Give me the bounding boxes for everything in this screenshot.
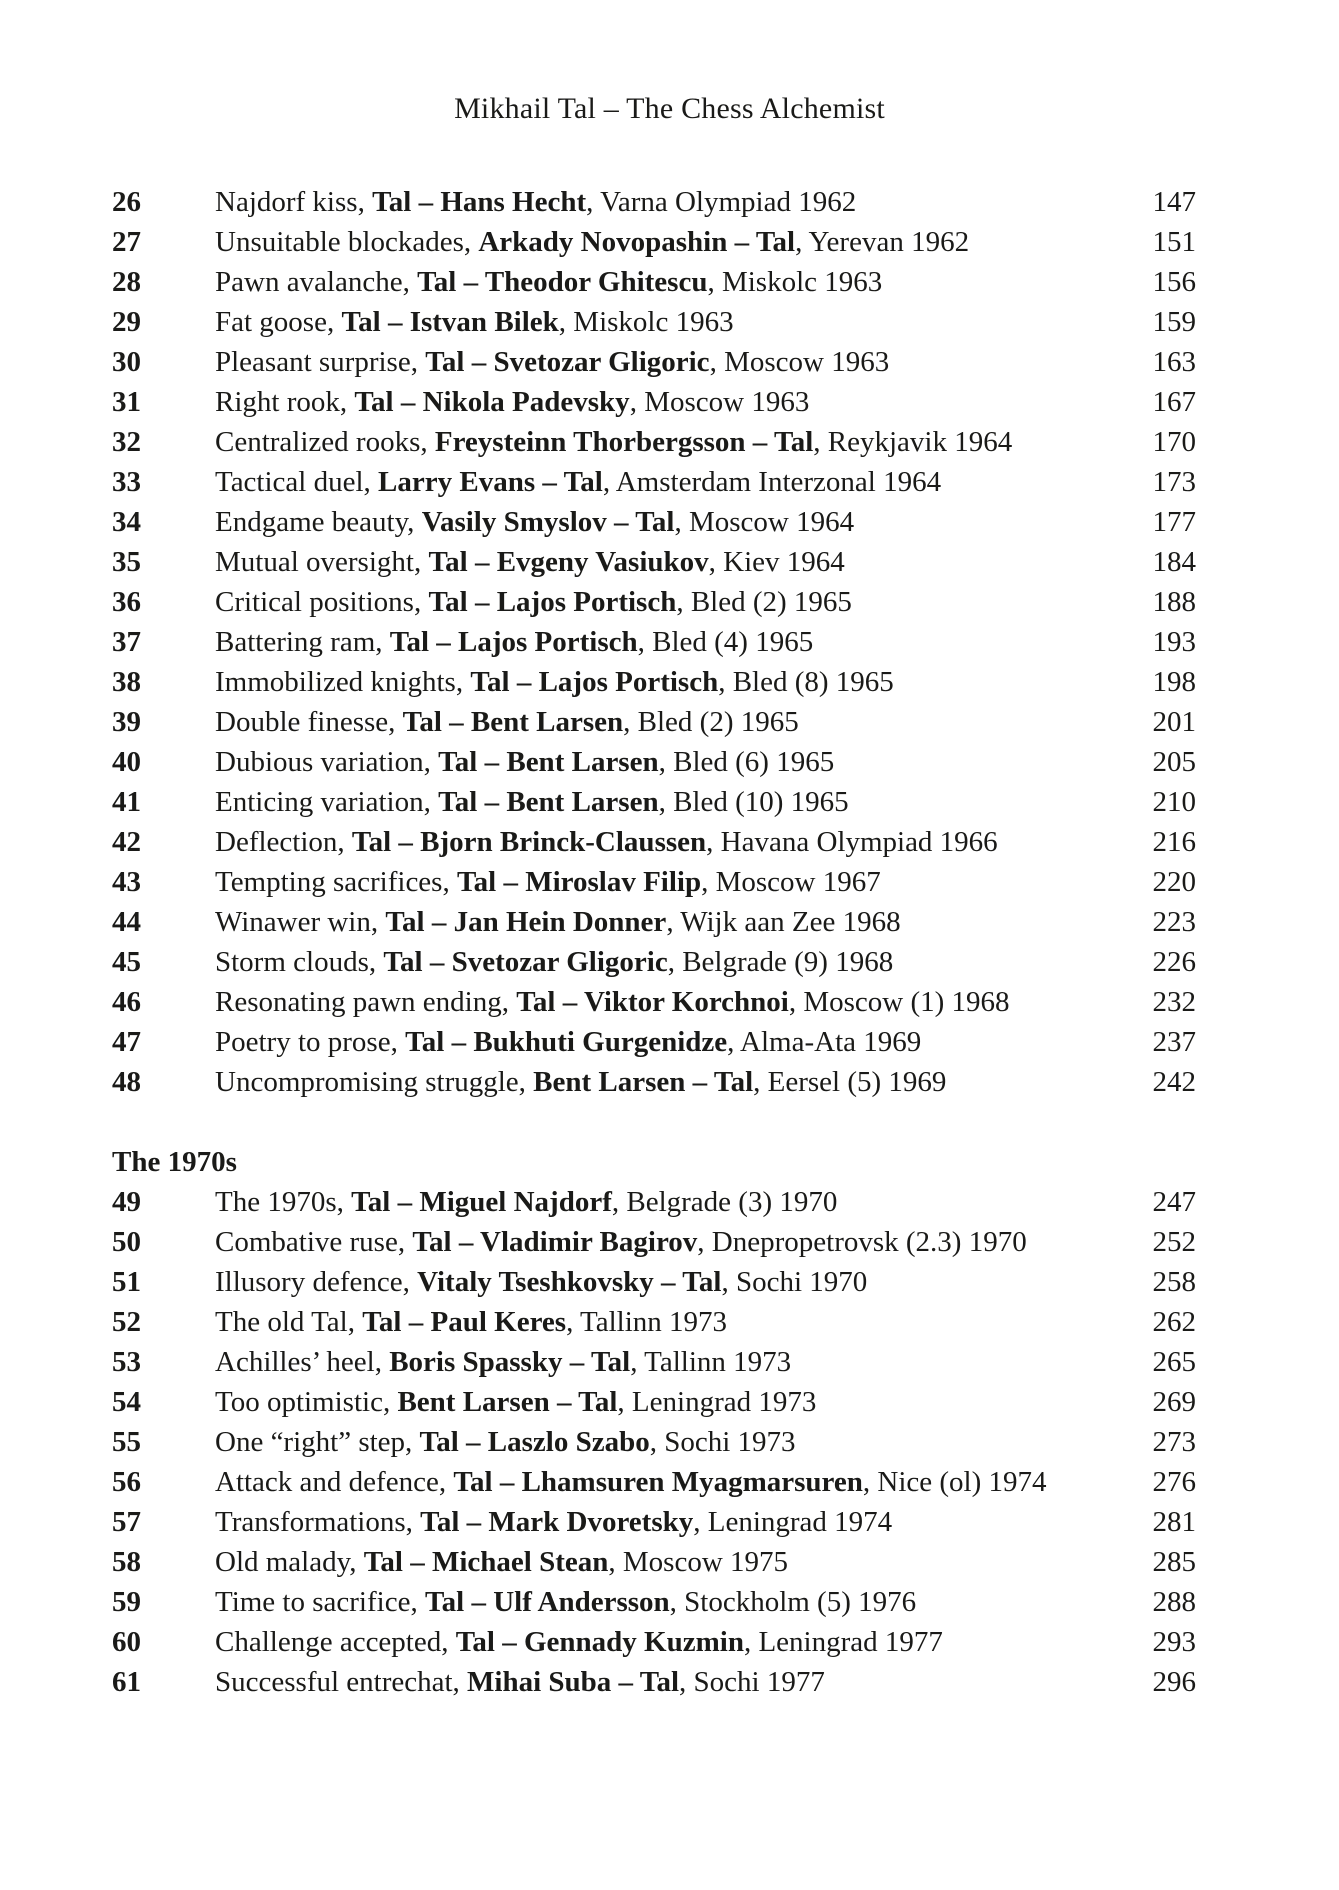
game-number: 39 bbox=[112, 706, 141, 738]
toc-entry bbox=[112, 782, 1196, 822]
table-of-contents bbox=[112, 182, 1196, 1702]
game-event: , Moscow 1975 bbox=[608, 1546, 789, 1578]
game-title-prefix: Double finesse, bbox=[215, 706, 403, 738]
game-title bbox=[215, 742, 1143, 782]
game-title-prefix: Enticing variation, bbox=[215, 786, 439, 818]
game-number: 35 bbox=[112, 546, 141, 578]
page-number: 252 bbox=[1152, 1226, 1196, 1258]
game-number: 59 bbox=[112, 1586, 141, 1618]
game-players: Tal – Bent Larsen bbox=[438, 786, 659, 818]
page-number: 177 bbox=[1152, 506, 1196, 538]
game-players: Tal – Gennady Kuzmin bbox=[455, 1626, 744, 1658]
game-title bbox=[215, 382, 1143, 422]
game-number: 50 bbox=[112, 1226, 141, 1258]
toc-entry bbox=[112, 1622, 1196, 1662]
game-event: , Kiev 1964 bbox=[708, 546, 845, 578]
game-event: , Leningrad 1974 bbox=[693, 1506, 893, 1538]
game-number: 32 bbox=[112, 426, 141, 458]
page-number: 223 bbox=[1152, 906, 1196, 938]
game-title-prefix: Right rook, bbox=[215, 386, 355, 418]
game-title bbox=[215, 822, 1143, 862]
page-number: 188 bbox=[1152, 586, 1196, 618]
game-players: Tal – Lajos Portisch bbox=[389, 626, 638, 658]
game-number: 46 bbox=[112, 986, 141, 1018]
game-title-prefix: Immobilized knights, bbox=[215, 666, 471, 698]
toc-entry bbox=[112, 822, 1196, 862]
game-title-prefix: Najdorf kiss, bbox=[215, 186, 373, 218]
game-number: 53 bbox=[112, 1346, 141, 1378]
game-title bbox=[215, 502, 1143, 542]
game-event: , Alma-Ata 1969 bbox=[727, 1026, 922, 1058]
game-players: Tal – Mark Dvoretsky bbox=[420, 1506, 694, 1538]
game-number: 61 bbox=[112, 1666, 141, 1698]
game-title bbox=[215, 782, 1143, 822]
game-title-prefix: Battering ram, bbox=[215, 626, 390, 658]
game-event: , Nice (ol) 1974 bbox=[862, 1466, 1047, 1498]
game-number: 29 bbox=[112, 306, 141, 338]
game-number: 52 bbox=[112, 1306, 141, 1338]
toc-entry bbox=[112, 742, 1196, 782]
toc-entry bbox=[112, 1062, 1196, 1102]
game-players: Freysteinn Thorbergsson – Tal bbox=[434, 426, 814, 458]
game-title-prefix: Illusory defence, bbox=[215, 1266, 418, 1298]
game-title-prefix: Combative ruse, bbox=[215, 1226, 413, 1258]
game-number: 47 bbox=[112, 1026, 141, 1058]
game-players: Tal – Michael Stean bbox=[363, 1546, 609, 1578]
page-number: 198 bbox=[1152, 666, 1196, 698]
game-players: Tal – Theodor Ghitescu bbox=[417, 266, 708, 298]
game-event: , Yerevan 1962 bbox=[795, 226, 970, 258]
game-event: , Eersel (5) 1969 bbox=[753, 1066, 947, 1098]
game-title bbox=[215, 182, 1143, 222]
game-title bbox=[215, 302, 1143, 342]
game-title bbox=[215, 542, 1143, 582]
section-heading: The 1970s bbox=[112, 1146, 237, 1178]
page-number: 216 bbox=[1152, 826, 1196, 858]
game-title-prefix: Winawer win, bbox=[215, 906, 386, 938]
game-title bbox=[215, 1422, 1143, 1462]
game-number: 44 bbox=[112, 906, 141, 938]
page-number: 205 bbox=[1152, 746, 1196, 778]
game-event: , Miskolc 1963 bbox=[558, 306, 734, 338]
toc-entry bbox=[112, 182, 1196, 222]
toc-entry bbox=[112, 382, 1196, 422]
page-number: 242 bbox=[1152, 1066, 1196, 1098]
game-players: Tal – Istvan Bilek bbox=[341, 306, 559, 338]
game-number: 28 bbox=[112, 266, 141, 298]
game-players: Tal – Laszlo Szabo bbox=[419, 1426, 650, 1458]
game-title bbox=[215, 1582, 1143, 1622]
game-players: Bent Larsen – Tal bbox=[397, 1386, 618, 1418]
game-title-prefix: Achilles’ heel, bbox=[215, 1346, 390, 1378]
page-number: 163 bbox=[1152, 346, 1196, 378]
game-event: , Bled (10) 1965 bbox=[658, 786, 849, 818]
game-title-prefix: Dubious variation, bbox=[215, 746, 439, 778]
game-event: , Moscow 1967 bbox=[701, 866, 881, 898]
page-number: 167 bbox=[1152, 386, 1196, 418]
toc-entry bbox=[112, 702, 1196, 742]
game-title bbox=[215, 1062, 1143, 1102]
page-number: 156 bbox=[1152, 266, 1196, 298]
game-event: , Sochi 1973 bbox=[649, 1426, 796, 1458]
game-event: , Leningrad 1977 bbox=[743, 1626, 943, 1658]
game-title-prefix: Resonating pawn ending, bbox=[215, 986, 517, 1018]
page-number: 232 bbox=[1152, 986, 1196, 1018]
game-title-prefix: Mutual oversight, bbox=[215, 546, 429, 578]
game-title-prefix: The old Tal, bbox=[215, 1306, 363, 1338]
toc-entry bbox=[112, 902, 1196, 942]
game-title bbox=[215, 1342, 1143, 1382]
game-players: Tal – Svetozar Gligoric bbox=[383, 946, 668, 978]
game-title-prefix: Centralized rooks, bbox=[215, 426, 435, 458]
game-players: Mihai Suba – Tal bbox=[467, 1666, 680, 1698]
page-number: 296 bbox=[1152, 1666, 1196, 1698]
page-number: 273 bbox=[1152, 1426, 1196, 1458]
page-number: 193 bbox=[1152, 626, 1196, 658]
page-number: 210 bbox=[1152, 786, 1196, 818]
game-event: , Belgrade (3) 1970 bbox=[611, 1186, 838, 1218]
game-title-prefix: Critical positions, bbox=[215, 586, 429, 618]
game-title bbox=[215, 942, 1143, 982]
game-event: , Amsterdam Interzonal 1964 bbox=[602, 466, 942, 498]
game-title-prefix: The 1970s, bbox=[215, 1186, 352, 1218]
game-players: Tal – Bent Larsen bbox=[438, 746, 659, 778]
page-number: 258 bbox=[1152, 1266, 1196, 1298]
toc-entry bbox=[112, 1662, 1196, 1702]
game-event: , Bled (2) 1965 bbox=[676, 586, 852, 618]
game-event: , Wijk aan Zee 1968 bbox=[666, 906, 901, 938]
page-number: 262 bbox=[1152, 1306, 1196, 1338]
toc-entry bbox=[112, 1502, 1196, 1542]
toc-entry bbox=[112, 582, 1196, 622]
game-number: 40 bbox=[112, 746, 141, 778]
toc-entry bbox=[112, 422, 1196, 462]
page-number: 220 bbox=[1152, 866, 1196, 898]
game-title-prefix: Tempting sacrifices, bbox=[215, 866, 457, 898]
game-title bbox=[215, 462, 1143, 502]
game-number: 60 bbox=[112, 1626, 141, 1658]
game-players: Tal – Bent Larsen bbox=[402, 706, 624, 738]
game-players: Tal – Miroslav Filip bbox=[456, 866, 702, 898]
game-players: Tal – Viktor Korchnoi bbox=[516, 986, 789, 1018]
game-title bbox=[215, 1262, 1143, 1302]
game-players: Tal – Evgeny Vasiukov bbox=[428, 546, 709, 578]
toc-entry bbox=[112, 1262, 1196, 1302]
game-title bbox=[215, 1662, 1143, 1702]
toc-entry bbox=[112, 1222, 1196, 1262]
game-title-prefix: Unsuitable blockades, bbox=[215, 226, 479, 258]
game-title bbox=[215, 982, 1143, 1022]
page-number: 247 bbox=[1152, 1186, 1196, 1218]
page-title: Mikhail Tal – The Chess Alchemist bbox=[454, 92, 885, 125]
game-title-prefix: Too optimistic, bbox=[215, 1386, 398, 1418]
game-title bbox=[215, 1302, 1143, 1342]
game-title-prefix: Time to sacrifice, bbox=[215, 1586, 425, 1618]
game-players: Tal – Hans Hecht bbox=[372, 186, 587, 218]
game-title-prefix: Challenge accepted, bbox=[215, 1626, 456, 1658]
game-title bbox=[215, 1622, 1143, 1662]
game-title bbox=[215, 1382, 1143, 1422]
page-number: 237 bbox=[1152, 1026, 1196, 1058]
game-number: 37 bbox=[112, 626, 141, 658]
game-title bbox=[215, 262, 1143, 302]
game-event: , Tallinn 1973 bbox=[566, 1306, 728, 1338]
page-number: 285 bbox=[1152, 1546, 1196, 1578]
game-players: Tal – Miguel Najdorf bbox=[351, 1186, 612, 1218]
toc-entry bbox=[112, 342, 1196, 382]
page-number: 293 bbox=[1152, 1626, 1196, 1658]
toc-entry bbox=[112, 1182, 1196, 1222]
game-players: Tal – Jan Hein Donner bbox=[385, 906, 667, 938]
page-number: 265 bbox=[1152, 1346, 1196, 1378]
game-title bbox=[215, 1462, 1143, 1502]
page-number: 170 bbox=[1152, 426, 1196, 458]
game-number: 33 bbox=[112, 466, 141, 498]
page-number: 159 bbox=[1152, 306, 1196, 338]
game-title bbox=[215, 902, 1143, 942]
game-event: , Reykjavik 1964 bbox=[813, 426, 1013, 458]
game-event: , Moscow 1964 bbox=[674, 506, 855, 538]
toc-entry bbox=[112, 462, 1196, 502]
game-title-prefix: Storm clouds, bbox=[215, 946, 384, 978]
game-number: 57 bbox=[112, 1506, 141, 1538]
game-number: 41 bbox=[112, 786, 141, 818]
game-title-prefix: Deflection, bbox=[215, 826, 352, 858]
game-players: Boris Spassky – Tal bbox=[389, 1346, 631, 1378]
game-players: Tal – Nikola Padevsky bbox=[354, 386, 630, 418]
game-number: 42 bbox=[112, 826, 141, 858]
game-players: Vitaly Tseshkovsky – Tal bbox=[417, 1266, 722, 1298]
game-event: , Leningrad 1973 bbox=[617, 1386, 817, 1418]
game-title-prefix: Old malady, bbox=[215, 1546, 364, 1578]
game-number: 26 bbox=[112, 186, 141, 218]
page-number: 173 bbox=[1152, 466, 1196, 498]
game-players: Tal – Lajos Portisch bbox=[470, 666, 719, 698]
game-players: Tal – Paul Keres bbox=[362, 1306, 567, 1338]
page-number: 269 bbox=[1152, 1386, 1196, 1418]
game-event: , Bled (6) 1965 bbox=[658, 746, 835, 778]
game-number: 30 bbox=[112, 346, 141, 378]
game-players: Larry Evans – Tal bbox=[378, 466, 603, 498]
game-title bbox=[215, 622, 1143, 662]
page-number: 151 bbox=[1152, 226, 1196, 258]
game-players: Vasily Smyslov – Tal bbox=[421, 506, 675, 538]
game-players: Tal – Svetozar Gligoric bbox=[425, 346, 710, 378]
toc-entry bbox=[112, 1462, 1196, 1502]
game-title-prefix: Poetry to prose, bbox=[215, 1026, 406, 1058]
page-number: 226 bbox=[1152, 946, 1196, 978]
toc-entry bbox=[112, 262, 1196, 302]
toc-entry bbox=[112, 1422, 1196, 1462]
game-title bbox=[215, 1542, 1143, 1582]
toc-entry bbox=[112, 222, 1196, 262]
toc-entry bbox=[112, 1542, 1196, 1582]
game-number: 45 bbox=[112, 946, 141, 978]
game-event: , Bled (4) 1965 bbox=[637, 626, 814, 658]
game-title bbox=[215, 342, 1143, 382]
game-event: , Tallinn 1973 bbox=[630, 1346, 792, 1378]
game-title-prefix: Successful entrechat, bbox=[215, 1666, 468, 1698]
toc-entry bbox=[112, 1342, 1196, 1382]
game-title-prefix: Pleasant surprise, bbox=[215, 346, 426, 378]
game-title-prefix: Fat goose, bbox=[215, 306, 342, 338]
game-title bbox=[215, 1222, 1143, 1262]
game-players: Tal – Lajos Portisch bbox=[428, 586, 677, 618]
game-number: 54 bbox=[112, 1386, 141, 1418]
game-event: , Moscow (1) 1968 bbox=[788, 986, 1010, 1018]
game-players: Arkady Novopashin – Tal bbox=[478, 226, 796, 258]
game-players: Tal – Lhamsuren Myagmarsuren bbox=[453, 1466, 863, 1498]
game-event: , Bled (8) 1965 bbox=[718, 666, 894, 698]
game-title-prefix: Transformations, bbox=[215, 1506, 421, 1538]
game-number: 58 bbox=[112, 1546, 141, 1578]
game-event: , Havana Olympiad 1966 bbox=[706, 826, 998, 858]
toc-entry bbox=[112, 542, 1196, 582]
game-event: , Stockholm (5) 1976 bbox=[669, 1586, 917, 1618]
page-number: 288 bbox=[1152, 1586, 1196, 1618]
game-players: Tal – Bukhuti Gurgenidze bbox=[405, 1026, 728, 1058]
game-title bbox=[215, 702, 1143, 742]
game-number: 34 bbox=[112, 506, 141, 538]
page-number: 184 bbox=[1152, 546, 1196, 578]
game-title bbox=[215, 422, 1143, 462]
game-event: , Moscow 1963 bbox=[629, 386, 810, 418]
toc-entry bbox=[112, 1382, 1196, 1422]
game-event: , Sochi 1970 bbox=[721, 1266, 868, 1298]
toc-entry bbox=[112, 1582, 1196, 1622]
game-title-prefix: Attack and defence, bbox=[215, 1466, 454, 1498]
page-number: 276 bbox=[1152, 1466, 1196, 1498]
toc-entry bbox=[112, 1302, 1196, 1342]
toc-entry bbox=[112, 622, 1196, 662]
toc-entry bbox=[112, 502, 1196, 542]
game-event: , Varna Olympiad 1962 bbox=[586, 186, 857, 218]
game-event: , Sochi 1977 bbox=[679, 1666, 825, 1698]
toc-entry bbox=[112, 1022, 1196, 1062]
game-number: 27 bbox=[112, 226, 141, 258]
game-event: , Moscow 1963 bbox=[709, 346, 890, 378]
toc-entry bbox=[112, 662, 1196, 702]
page-number: 147 bbox=[1152, 186, 1196, 218]
game-title bbox=[215, 1022, 1143, 1062]
game-title bbox=[215, 1502, 1143, 1542]
game-title bbox=[215, 1182, 1143, 1222]
game-title-prefix: Tactical duel, bbox=[215, 466, 379, 498]
game-title-prefix: Pawn avalanche, bbox=[215, 266, 418, 298]
toc-entry bbox=[112, 942, 1196, 982]
game-title bbox=[215, 582, 1143, 622]
game-title-prefix: One “right” step, bbox=[215, 1426, 420, 1458]
game-event: , Belgrade (9) 1968 bbox=[667, 946, 894, 978]
game-number: 38 bbox=[112, 666, 141, 698]
game-number: 56 bbox=[112, 1466, 141, 1498]
game-event: , Bled (2) 1965 bbox=[623, 706, 799, 738]
page-number: 281 bbox=[1152, 1506, 1196, 1538]
game-players: Bent Larsen – Tal bbox=[533, 1066, 754, 1098]
game-title-prefix: Uncompromising struggle, bbox=[215, 1066, 534, 1098]
toc-entry bbox=[112, 862, 1196, 902]
page-number: 201 bbox=[1152, 706, 1196, 738]
game-number: 51 bbox=[112, 1266, 141, 1298]
game-event: , Miskolc 1963 bbox=[707, 266, 883, 298]
game-number: 48 bbox=[112, 1066, 141, 1098]
toc-entry bbox=[112, 302, 1196, 342]
game-number: 43 bbox=[112, 866, 141, 898]
game-number: 55 bbox=[112, 1426, 141, 1458]
game-event: , Dnepropetrovsk (2.3) 1970 bbox=[697, 1226, 1027, 1258]
game-players: Tal – Vladimir Bagirov bbox=[412, 1226, 698, 1258]
game-title-prefix: Endgame beauty, bbox=[215, 506, 422, 538]
game-players: Tal – Bjorn Brinck-Claussen bbox=[351, 826, 707, 858]
game-title bbox=[215, 222, 1143, 262]
game-number: 36 bbox=[112, 586, 141, 618]
game-players: Tal – Ulf Andersson bbox=[424, 1586, 670, 1618]
game-title bbox=[215, 662, 1143, 702]
game-title bbox=[215, 862, 1143, 902]
game-number: 49 bbox=[112, 1186, 141, 1218]
toc-entry bbox=[112, 982, 1196, 1022]
game-number: 31 bbox=[112, 386, 141, 418]
